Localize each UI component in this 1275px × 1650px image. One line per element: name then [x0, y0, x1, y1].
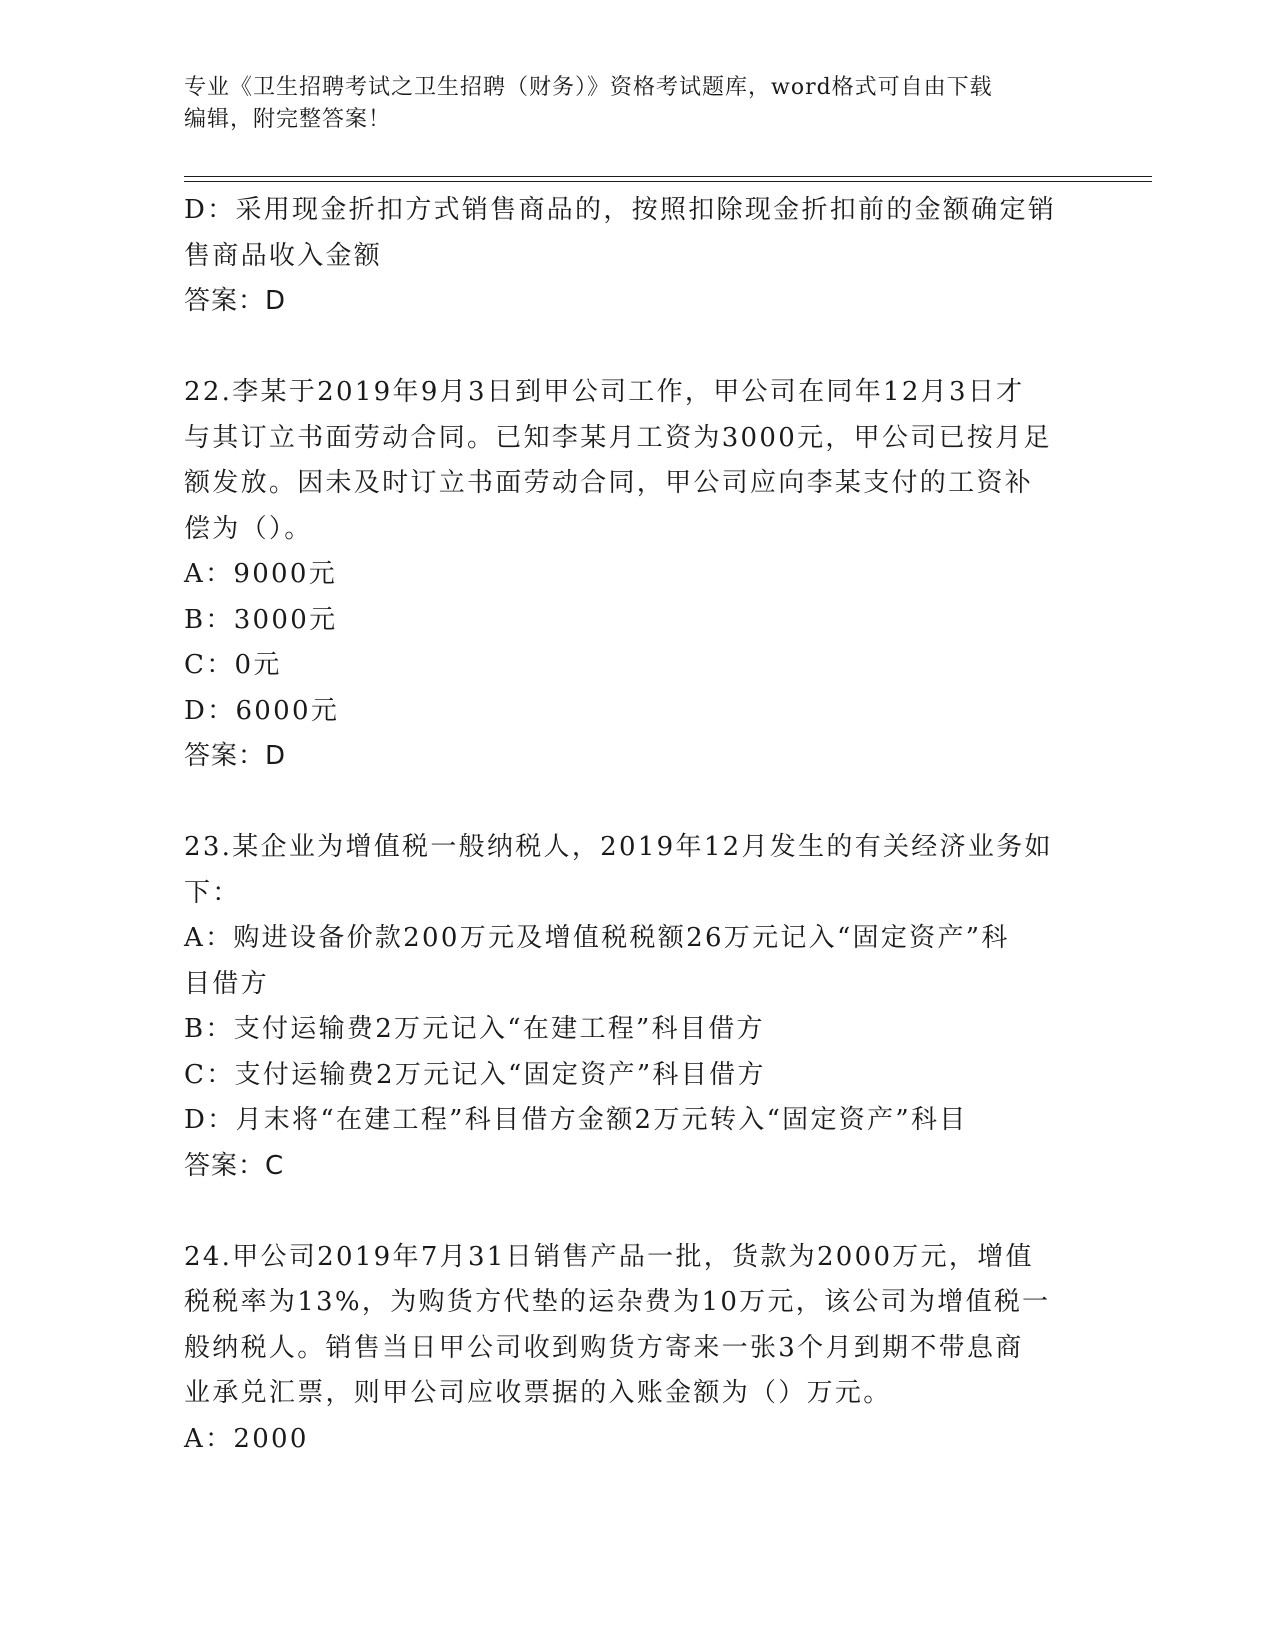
- answer-line: 答案：C: [184, 1150, 285, 1181]
- answer-line: 答案：D: [184, 286, 287, 316]
- header-line: 编辑，附完整答案！: [184, 107, 392, 132]
- option-d: D：6000元: [184, 695, 340, 726]
- question-stem: 般纳税人。销售当日甲公司收到购货方寄来一张3个月到期不带息商: [184, 1332, 1024, 1363]
- answer-line: 答案：D: [184, 741, 287, 771]
- option-d: D：月末将“在建工程”科目借方金额2万元转入“固定资产”科目: [184, 1105, 968, 1135]
- question-stem: 下：: [184, 877, 241, 908]
- option-d: 售商品收入金额: [184, 240, 383, 271]
- question-stem: 税税率为13%，为购货方代垫的运杂费为10万元，该公司为增值税一: [184, 1287, 1051, 1317]
- question-stem: 额发放。因未及时订立书面劳动合同，甲公司应向李某支付的工资补: [184, 468, 1034, 498]
- question-21-block: [184, 188, 1074, 325]
- page-header: [184, 72, 1064, 136]
- question-stem: 24.甲公司2019年7月31日销售产品一批，货款为2000万元，增值: [184, 1241, 1034, 1272]
- question-stem: 23.某企业为增值税一般纳税人，2019年12月发生的有关经济业务如: [184, 832, 1053, 862]
- option-a: A：9000元: [184, 559, 338, 589]
- option-b: B：3000元: [184, 604, 338, 635]
- question-22-block: [184, 370, 1074, 780]
- header-divider: [184, 176, 1152, 177]
- option-a: A：购进设备价款200万元及增值税税额26万元记入“固定资产”科: [184, 923, 1010, 953]
- option-d: D：采用现金折扣方式销售商品的，按照扣除现金折扣前的金额确定销: [184, 195, 1057, 225]
- option-b: B：支付运输费2万元记入“在建工程”科目借方: [184, 1014, 765, 1044]
- option-a: A：2000: [184, 1423, 309, 1454]
- question-stem: 偿为（）。: [184, 513, 313, 544]
- question-23-block: [184, 825, 1074, 1189]
- header-line: 专业《卫生招聘考试之卫生招聘（财务）》资格考试题库，word格式可自由下载: [184, 75, 993, 100]
- question-stem: 与其订立书面劳动合同。已知李某月工资为3000元，甲公司已按月足: [184, 422, 1052, 453]
- question-content: [184, 188, 1074, 1462]
- question-stem: 22.李某于2019年9月3日到甲公司工作，甲公司在同年12月3日才: [184, 377, 1025, 407]
- header-divider: [184, 181, 1152, 182]
- question-stem: 业承兑汇票，则甲公司应收票据的入账金额为（）万元。: [184, 1378, 892, 1408]
- option-c: C：0元: [184, 650, 282, 680]
- option-a: 目借方: [184, 968, 269, 999]
- question-24-block: [184, 1235, 1074, 1463]
- option-c: C：支付运输费2万元记入“固定资产”科目借方: [184, 1059, 766, 1090]
